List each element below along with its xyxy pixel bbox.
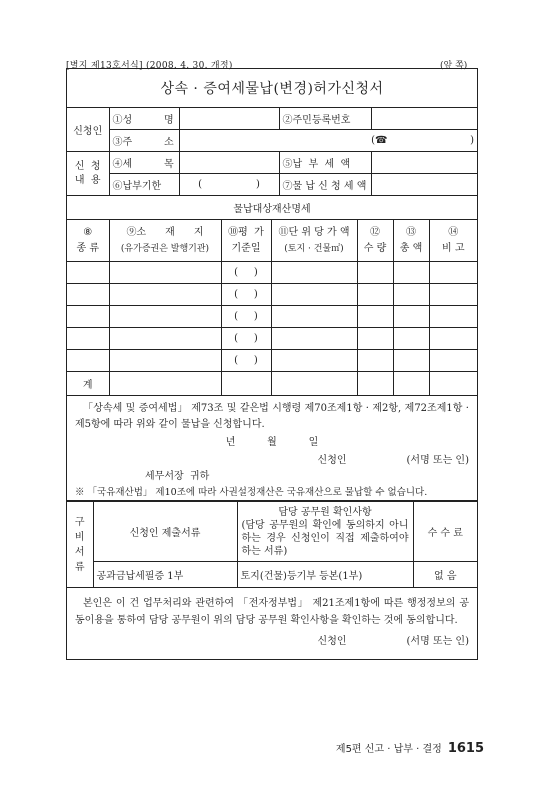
tax-item-label: ④세 목 (109, 152, 179, 174)
officer-check-cell (237, 502, 413, 562)
form-title: 상속 · 증여세물납(변경)허가신청서 (67, 69, 477, 108)
applicant-group-label: 신청인 (67, 108, 109, 152)
payable-amount-label: ⑤납 부 세 액 (279, 152, 371, 174)
inkind-amount-field[interactable] (371, 174, 477, 196)
officer-doc-1: 토지(건물)등기부 등본(1부) (237, 562, 413, 588)
tax-item-field[interactable] (179, 152, 279, 174)
col-location: ⑨소 재 지 (유가증권은 발행기관) (109, 220, 221, 262)
col-unit-price: ⑪단 위 당 가 액 (토지 · 건물㎡) (271, 220, 357, 262)
id-label: ②주민등록번호 (279, 108, 371, 130)
due-date-field[interactable] (179, 174, 279, 196)
statement-block (67, 397, 477, 501)
officer-check-note: (담당 공무원의 확인에 동의하지 아니하는 경우 신청인이 직접 제출하여야 하는 서류) (241, 519, 409, 557)
consent-sign-hint: (서명 또는 인) (406, 636, 469, 647)
consent-text: 본인은 이 건 업무처리와 관련하여 「전자정부법」 제21조제1항에 따른 행정정보의 공동이용을 통하여 담당 공무원이 위의 담당 공무원 확인사항을 확인하는 것에 동의합니다. (75, 598, 469, 626)
payable-amount-field[interactable] (371, 152, 477, 174)
applicant-table (67, 107, 477, 196)
address-field[interactable] (179, 130, 477, 152)
table-row[interactable]: ( ) (67, 350, 477, 372)
page-number: 1615 (447, 741, 484, 756)
property-table (67, 219, 477, 396)
name-label: ①성 명 (109, 108, 179, 130)
col-kind: ⑧ 종 류 (67, 220, 109, 262)
fee-label: 수 수 료 (413, 502, 477, 562)
address-label: ③주 소 (109, 130, 179, 152)
applicant-docs-label: 신청인 제출서류 (93, 502, 237, 562)
documents-table (67, 501, 477, 588)
addressee: 세무서장 귀하 (145, 471, 210, 482)
consent-signer-label: 신청인 (317, 636, 347, 647)
application-form (66, 68, 478, 660)
due-date-label: ⑥납부기한 (109, 174, 179, 196)
page-side: (앞 쪽) (440, 61, 468, 71)
date-line: 년 월 일 (225, 437, 319, 448)
statement-text: 「상속세 및 증여세법」 제73조 및 같은법 시행령 제70조제1항 · 제2항, 제72조제1항 · 제5항에 따라 위와 같이 물납을 신청합니다. (75, 403, 469, 430)
phone-label: (☎ ) (371, 135, 474, 146)
col-remarks: ⑭ 비 고 (429, 220, 477, 262)
fee-value: 없 음 (413, 562, 477, 588)
note: ※ 「국유재산법」 제10조에 따라 사권설정재산은 국유재산으로 물납할 수 없습니다. (75, 487, 428, 498)
table-row[interactable]: ( ) (67, 262, 477, 284)
table-row[interactable]: ( ) (67, 306, 477, 328)
consent-block (67, 589, 477, 659)
docs-group-label: 구 비 서 류 (67, 502, 93, 588)
col-valuation-date: ⑩평 가 기준일 (221, 220, 271, 262)
id-field[interactable] (371, 108, 477, 130)
total-row: 계 (67, 372, 477, 396)
table-row[interactable]: ( ) (67, 284, 477, 306)
officer-check-title: 담당 공무원 확인사항 (278, 506, 372, 518)
applicant-doc-1: 공과금납세필증 1부 (93, 562, 237, 588)
col-quantity: ⑫ 수 량 (357, 220, 393, 262)
col-total: ⑬ 총 액 (393, 220, 429, 262)
table-row[interactable]: ( ) (67, 328, 477, 350)
sign-hint: (서명 또는 인) (406, 455, 469, 466)
chapter-title: 제5편 신고 · 납부 · 결정 (335, 744, 442, 755)
property-section-title: 물납대상재산명세 (67, 196, 477, 220)
inkind-amount-label: ⑦물 납 신 청 세 액 (279, 174, 371, 196)
property-section (67, 195, 477, 220)
name-field[interactable] (179, 108, 279, 130)
signer-label: 신청인 (317, 455, 347, 466)
page-footer (336, 740, 484, 756)
request-group-label: 신 청 내 용 (67, 152, 109, 196)
due-date-paren: ( ) (198, 179, 260, 190)
form-number: [별지 제13호서식] (2008. 4. 30. 개정) (66, 61, 233, 71)
